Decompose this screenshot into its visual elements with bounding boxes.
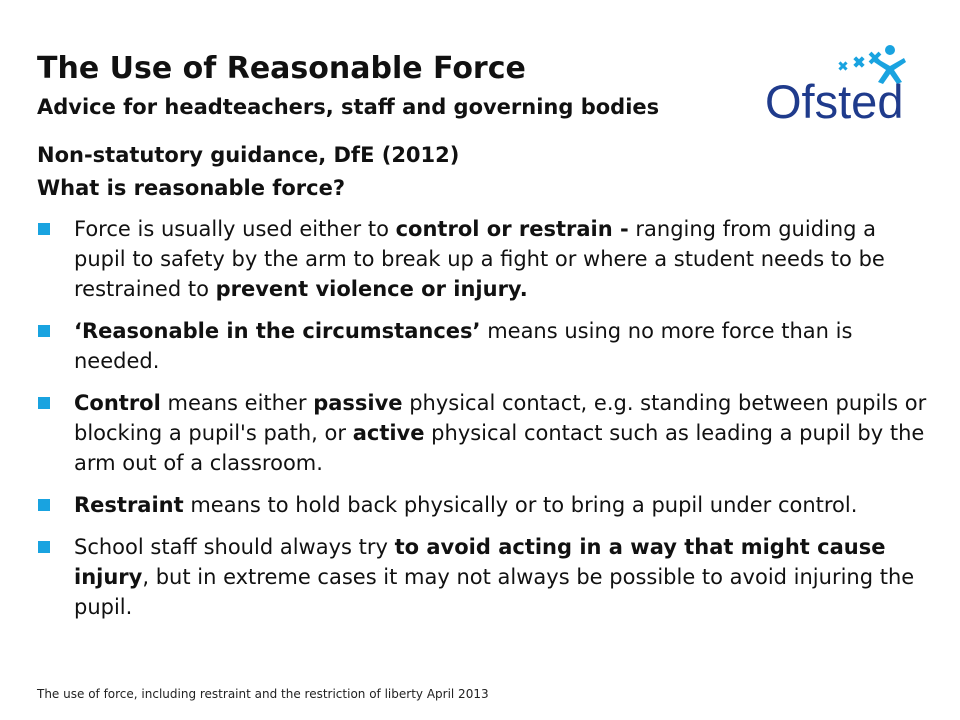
ofsted-logo [763, 44, 913, 124]
bullet-marker [38, 397, 50, 409]
logo-text: Ofsted [765, 75, 904, 124]
bullet-emphasis: Control [74, 391, 161, 415]
bullet-text: School staff should always try [74, 535, 395, 559]
bullet-emphasis: to avoid acting in a way that might cause injury [74, 535, 886, 589]
bullet-marker [38, 541, 50, 553]
slide-subtitle: Advice for headteachers, staff and governing bodies [37, 95, 660, 119]
bullet-marker [38, 223, 50, 235]
bullet-item [37, 214, 927, 304]
bullet-list [37, 214, 927, 634]
slide-footer: The use of force, including restraint and the restriction of liberty April 2013 [37, 687, 489, 701]
slide-title: The Use of Reasonable Force [37, 51, 526, 86]
bullet-item [37, 316, 927, 376]
bullet-marker [38, 325, 50, 337]
bullet-item [37, 490, 927, 520]
question-heading: What is reasonable force? [37, 176, 346, 200]
bullet-emphasis: control or restrain - [395, 217, 629, 241]
bullet-marker [38, 499, 50, 511]
bullet-emphasis: prevent violence or injury. [215, 277, 528, 301]
bullet-item [37, 532, 927, 622]
bullet-emphasis: active [352, 421, 425, 445]
bullet-text: , but in extreme cases it may not always be possible to avoid injuring the pupil. [74, 565, 915, 619]
bullet-text: means using no more force than is needed. [74, 319, 853, 373]
bullet-text: means either [160, 391, 314, 415]
bullet-text: means to hold back physically or to bring a pupil under control. [183, 493, 858, 517]
bullet-text: ranging from guiding a pupil to safety by the arm to break up a fight or where a student needs to be restrained to [74, 217, 885, 301]
bullet-text: Force is usually used either to [74, 217, 396, 241]
bullet-text: physical contact, e.g. standing between pupils or blocking a pupil's path, or [74, 391, 927, 445]
bullet-text: physical contact such as leading a pupil by the arm out of a classroom. [74, 421, 925, 475]
bullet-emphasis: Restraint [74, 493, 184, 517]
bullet-emphasis: ‘Reasonable in the circumstances’ [74, 319, 481, 343]
guidance-heading: Non-statutory guidance, DfE (2012) [37, 143, 460, 167]
bullet-item [37, 388, 927, 478]
bullet-emphasis: passive [313, 391, 403, 415]
